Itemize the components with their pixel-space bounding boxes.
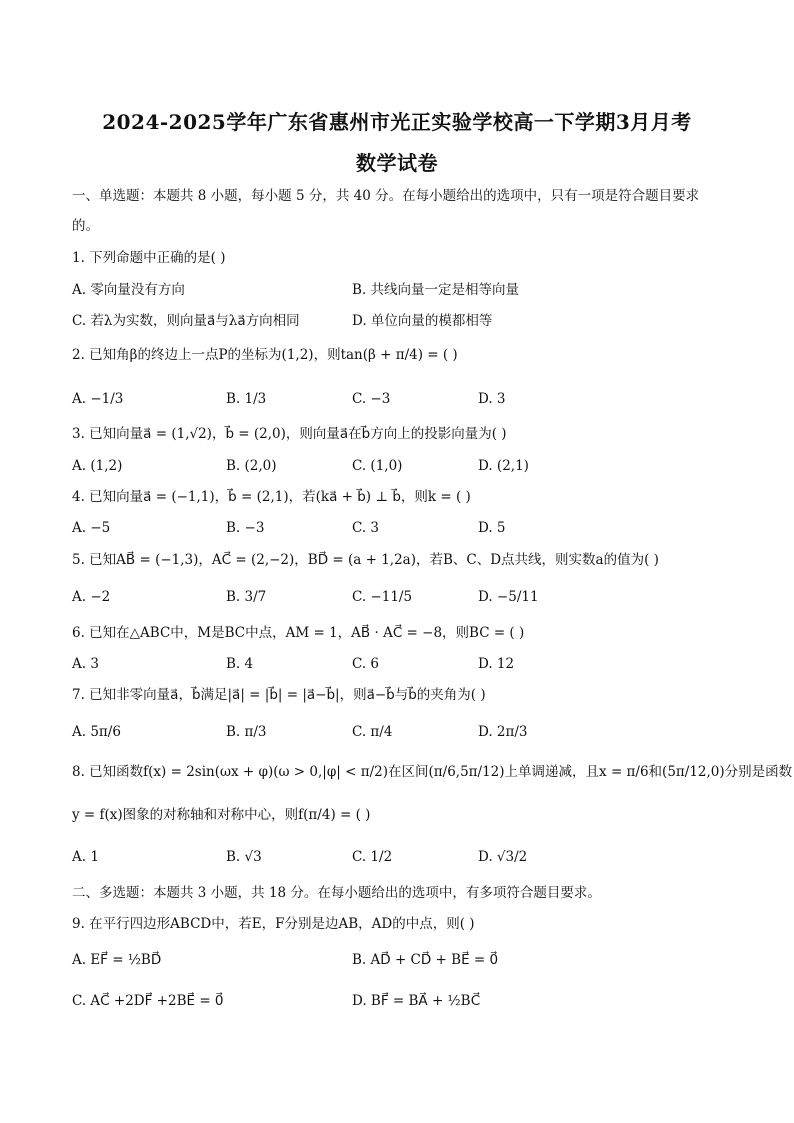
question-6-option-c: C. 6 xyxy=(352,656,380,672)
question-9-option-d: D. BF⃗ = BA⃗ + ½BC⃗ xyxy=(352,993,481,1009)
question-3-option-d: D. (2,1) xyxy=(478,458,529,474)
section1-heading: 一、单选题：本题共 8 小题，每小题 5 分，共 40 分。在每小题给出的选项中，只有一项是符合题目要求 xyxy=(72,188,700,204)
question-9-stem: 9. 在平行四边形ABCD中，若E，F分别是边AB，AD的中点，则( ) xyxy=(72,916,475,932)
question-2-option-c: C. −3 xyxy=(352,391,391,407)
question-1-stem: 1. 下列命题中正确的是( ) xyxy=(72,250,226,266)
question-7-stem: 7. 已知非零向量a⃗，b⃗满足|a⃗| = |b⃗| = |a⃗−b⃗|，则a⃗−b⃗与b⃗的夹角为( ) xyxy=(72,687,486,703)
question-2-stem: 2. 已知角β的终边上一点P的坐标为(1,2)，则tan(β + π/4) = ( ) xyxy=(72,347,458,363)
question-2-option-a: A. −1/3 xyxy=(72,391,124,407)
question-1-option-a: A. 零向量没有方向 xyxy=(72,282,185,298)
question-5-option-b: B. 3/7 xyxy=(226,589,267,605)
question-4-option-c: C. 3 xyxy=(352,520,380,536)
question-6-option-b: B. 4 xyxy=(226,656,254,672)
question-4-option-d: D. 5 xyxy=(478,520,506,536)
question-7-option-a: A. 5π/6 xyxy=(72,724,121,740)
question-8-option-d: D. √3/2 xyxy=(478,849,528,865)
exam-title: 2024-2025学年广东省惠州市光正实验学校高一下学期3月月考 xyxy=(102,110,692,134)
section1-heading-cont: 的。 xyxy=(72,218,99,234)
question-3-option-c: C. (1,0) xyxy=(352,458,403,474)
question-1-option-c: C. 若λ为实数，则向量a⃗与λa⃗方向相同 xyxy=(72,313,300,329)
question-8-option-a: A. 1 xyxy=(72,849,99,865)
question-7-option-c: C. π/4 xyxy=(352,724,393,740)
question-7-option-b: B. π/3 xyxy=(226,724,267,740)
question-4-option-b: B. −3 xyxy=(226,520,265,536)
exam-subject-title: 数学试卷 xyxy=(356,151,438,175)
question-9-option-b: B. AD⃗ + CD⃗ + BE⃗ = 0⃗ xyxy=(352,952,499,968)
question-8-option-b: B. √3 xyxy=(226,849,262,865)
question-1-option-b: B. 共线向量一定是相等向量 xyxy=(352,282,520,298)
question-3-option-a: A. (1,2) xyxy=(72,458,123,474)
question-2-option-b: B. 1/3 xyxy=(226,391,267,407)
question-8-option-c: C. 1/2 xyxy=(352,849,393,865)
question-8-stem: 8. 已知函数f(x) = 2sin(ωx + φ)(ω > 0,|φ| < π/2)在区间(π/6,5π/12)上单调递减，且x = π/6和(5π/12,0)分别是函数 xyxy=(72,764,793,780)
question-3-option-b: B. (2,0) xyxy=(226,458,277,474)
question-6-stem: 6. 已知在△ABC中，M是BC中点，AM = 1，AB⃗ · AC⃗ = −8，则BC = ( ) xyxy=(72,625,525,641)
question-5-stem: 5. 已知AB⃗ = (−1,3)，AC⃗ = (2,−2)，BD⃗ = (a + 1,2a)，若B、C、D点共线，则实数a的值为( ) xyxy=(72,552,659,568)
question-5-option-a: A. −2 xyxy=(72,589,111,605)
question-5-option-d: D. −5/11 xyxy=(478,589,539,605)
question-9-option-a: A. EF⃗ = ½BD⃗ xyxy=(72,952,162,968)
question-2-option-d: D. 3 xyxy=(478,391,506,407)
question-9-option-c: C. AC⃗ +2DF⃗ +2BE⃗ = 0⃗ xyxy=(72,993,224,1009)
question-4-stem: 4. 已知向量a⃗ = (−1,1)，b⃗ = (2,1)，若(ka⃗ + b⃗) ⊥ b⃗，则k = ( ) xyxy=(72,489,471,505)
section2-heading: 二、多选题：本题共 3 小题，共 18 分。在每小题给出的选项中，有多项符合题目要求。 xyxy=(72,885,601,901)
question-4-option-a: A. −5 xyxy=(72,520,111,536)
question-1-option-d: D. 单位向量的模都相等 xyxy=(352,313,493,329)
question-6-option-d: D. 12 xyxy=(478,656,515,672)
question-5-option-c: C. −11/5 xyxy=(352,589,413,605)
question-6-option-a: A. 3 xyxy=(72,656,99,672)
question-7-option-d: D. 2π/3 xyxy=(478,724,528,740)
question-8-stem-cont: y = f(x)图象的对称轴和对称中心，则f(π/4) = ( ) xyxy=(72,807,371,823)
question-3-stem: 3. 已知向量a⃗ = (1,√2)，b⃗ = (2,0)，则向量a⃗在b⃗方向上的投影向量为( ) xyxy=(72,426,507,442)
